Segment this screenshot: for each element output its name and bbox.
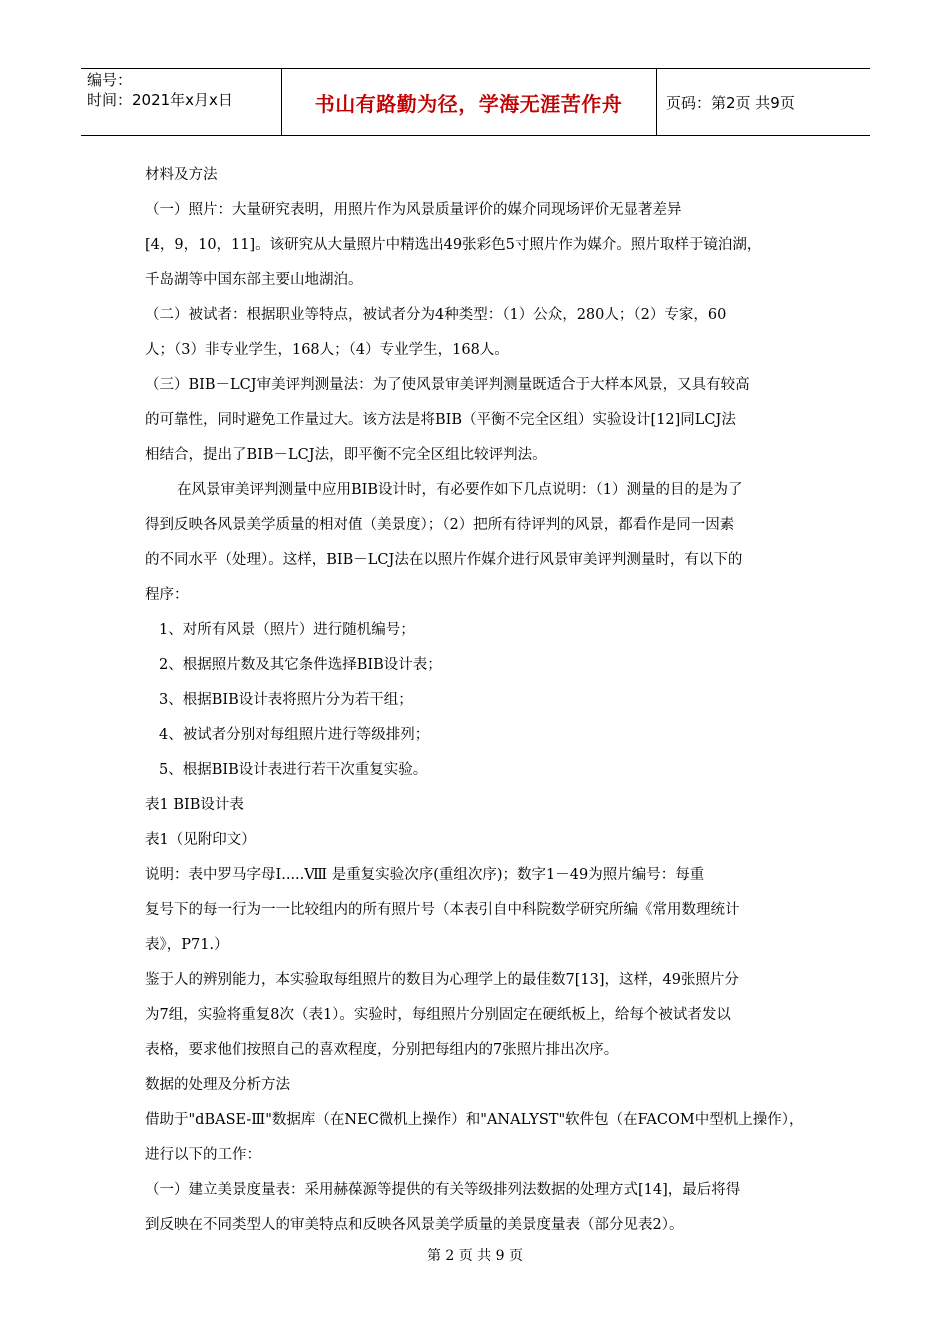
paragraph-line: 借助于"dBASE-Ⅲ"数据库（在NEC微机上操作）和"ANALYST"软件包（在FACOM中型机上操作）， [145,1112,804,1128]
body-text [145,158,810,1243]
header-divider-right [656,68,657,136]
list-item: 5、根据BIB设计表进行若干次重复实验。 [159,762,428,778]
paragraph-line: 进行以下的工作： [145,1147,261,1163]
page-footer: 第 2 页 共 9 页 [426,1248,524,1264]
header-number: 编号： [87,71,133,89]
list-item: 4、被试者分别对每组照片进行等级排列； [159,727,430,743]
section-heading-data: 数据的处理及分析方法 [145,1077,290,1093]
table-caption: 表1 BIB设计表 [145,797,244,813]
list-item: 2、根据照片数及其它条件选择BIB设计表； [159,657,442,673]
paragraph-line: 千岛湖等中国东部主要山地湖泊。 [145,272,363,288]
paragraph-line: 为7组，实验将重复8次（表1）。实验时，每组照片分别固定在硬纸板上，给每个被试者发以 [145,1007,731,1023]
paragraph-line: 到反映在不同类型人的审美特点和反映各风景美学质量的美景度量表（部分见表2）。 [145,1217,684,1233]
paragraph-line: 表格，要求他们按照自己的喜欢程度，分别把每组内的7张照片排出次序。 [145,1042,619,1058]
header-time: 时间：2021年x月x日 [87,91,233,109]
section-heading-materials: 材料及方法 [145,167,218,183]
paragraph-line: 的不同水平（处理）。这样，BIB－LCJ法在以照片作媒介进行风景审美评判测量时，有以下的 [145,552,743,568]
list-item: 3、根据BIB设计表将照片分为若干组； [159,692,413,708]
paragraph-line: 的可靠性，同时避免工作量过大。该方法是将BIB（平衡不完全区组）实验设计[12]同LCJ法 [145,412,736,428]
header-motto: 书山有路勤为径，学海无涯苦作舟 [314,91,623,116]
header-page-code: 页码：第2页 共9页 [666,93,795,112]
header-meta [87,71,233,111]
paragraph-line: （一）照片：大量研究表明，用照片作为风景质量评价的媒介同现场评价无显著差异 [145,202,682,218]
list-item: 1、对所有风景（照片）进行随机编号； [159,622,415,638]
paragraph-line: [4，9，10，11]。该研究从大量照片中精选出49张彩色5寸照片作为媒介。照片取样于镜泊湖， [145,237,762,253]
paragraph-line: 鉴于人的辨别能力，本实验取每组照片的数目为心理学上的最佳数7[13]，这样，49张照片分 [145,972,739,988]
paragraph-line: 相结合，提出了BIB－LCJ法，即平衡不完全区组比较评判法。 [145,447,547,463]
paragraph-line: 得到反映各风景美学质量的相对值（美景度）；（2）把所有待评判的风景，都看作是同一因素 [145,517,735,533]
page-header [81,68,870,136]
paragraph-line: 说明：表中罗马字母Ⅰ.....Ⅷ 是重复实验次序(重组次序)；数字1－49为照片编号：每重 [145,867,705,883]
paragraph-line: 程序： [145,587,189,603]
paragraph-line: 表》，P71.） [145,937,229,953]
paragraph-line: （一）建立美景度量表：采用赫葆源等提供的有关等级排列法数据的处理方式[14]，最后将得 [145,1182,741,1198]
table-reference: 表1（见附印文） [145,832,256,848]
paragraph-line: （三）BIB－LCJ审美评判测量法：为了使风景审美评判测量既适合于大样本风景，又具有较高 [145,377,750,393]
paragraph-line: （二）被试者：根据职业等特点，被试者分为4种类型：（1）公众，280人；（2）专家，60 [145,307,727,323]
paragraph-line: 在风景审美评判测量中应用BIB设计时，有必要作如下几点说明：（1）测量的目的是为了 [177,482,743,498]
paragraph-line: 复号下的每一行为一一比较组内的所有照片号（本表引自中科院数学研究所编《常用数理统计 [145,902,740,918]
paragraph-line: 人；（3）非专业学生，168人；（4）专业学生，168人。 [145,342,509,358]
